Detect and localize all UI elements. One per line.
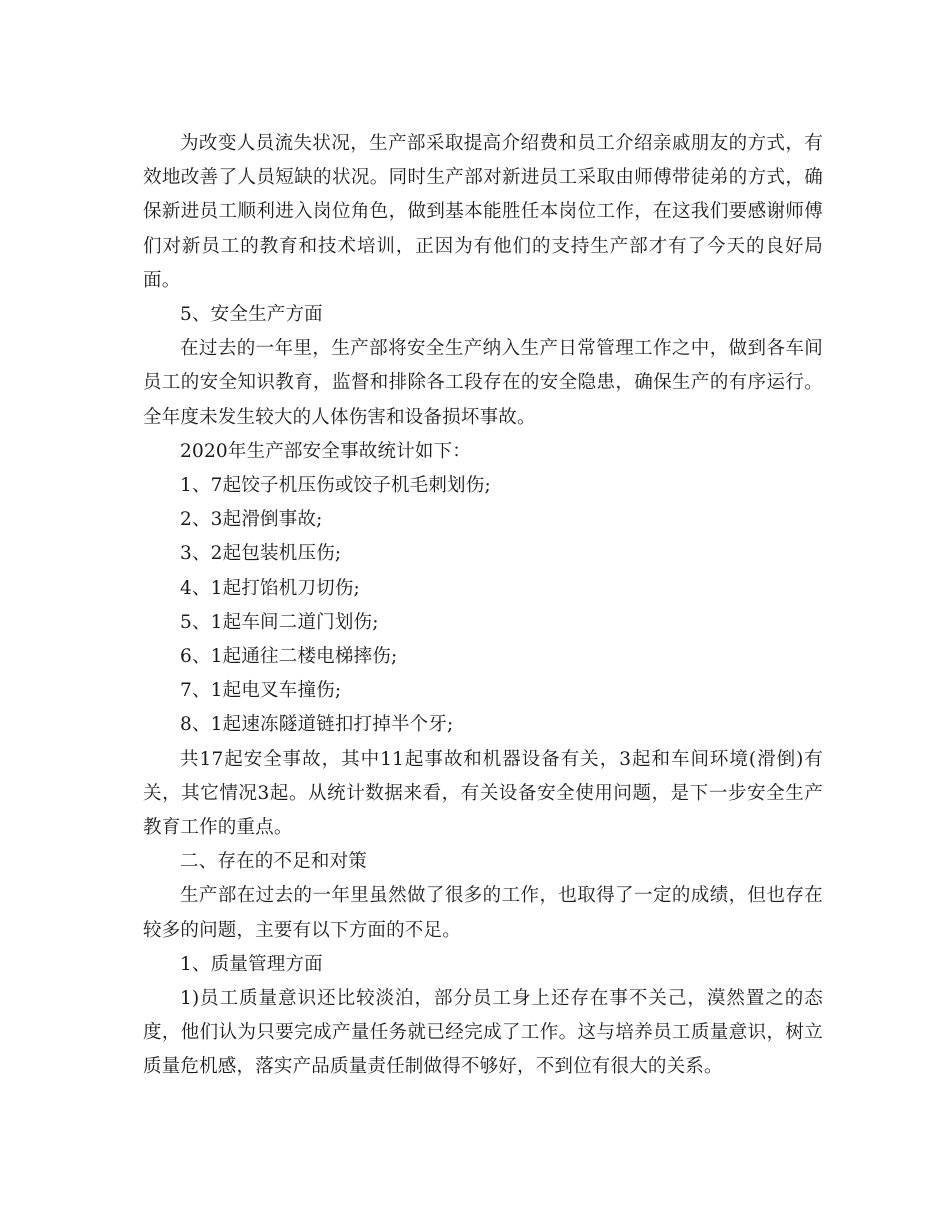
heading-safety-production: 5、安全生产方面: [180, 304, 323, 326]
paragraph-accident-stats-intro: 2020年生产部安全事故统计如下：: [180, 440, 471, 462]
paragraph-quality-awareness: 1)员工质量意识还比较淡泊，部分员工身上还存在事不关己，漠然置之的态度，他们认为只要完成产量任务就已经完成了工作。这与培养员工质量意识，树立质量危机感，落实产品质量责任制做得不够好，不到位有很大的关系。: [143, 988, 823, 1078]
paragraph-staff-retention: 为改变人员流失状况，生产部采取提高介绍费和员工介绍亲戚朋友的方式，有效地改善了人员短缺的状况。同时生产部对新进员工采取由师傅带徒弟的方式，确保新进员工顺利进入岗位角色，做到基本能胜任本岗位工作，在这我们要感谢师傅们对新员工的教育和技术培训，正因为有他们的支持生产部才有了今天的良好局面。: [143, 133, 823, 291]
paragraph-shortcomings-intro: 生产部在过去的一年里虽然做了很多的工作，也取得了一定的成绩，但也存在较多的问题，主要有以下方面的不足。: [143, 885, 823, 941]
heading-quality-management: 1、质量管理方面: [180, 953, 323, 975]
list-item: 1、7起饺子机压伤或饺子机毛刺划伤;: [180, 475, 491, 497]
list-item: 3、2起包装机压伤;: [180, 543, 342, 565]
paragraph-accident-summary: 共17起安全事故，其中11起事故和机器设备有关，3起和车间环境(滑倒)有关，其它情况3起。从统计数据来看，有关设备安全使用问题，是下一步安全生产教育工作的重点。: [143, 748, 823, 839]
list-item: 7、1起电叉车撞伤;: [180, 680, 342, 702]
heading-shortcomings: 二、存在的不足和对策: [180, 851, 368, 873]
list-item: 4、1起打馅机刀切伤;: [180, 577, 360, 599]
list-item: 6、1起通往二楼电梯摔伤;: [180, 646, 398, 668]
document-body: [143, 127, 823, 1085]
paragraph-safety-overview: 在过去的一年里，生产部将安全生产纳入生产日常管理工作之中，做到各车间员工的安全知识教育，监督和排除各工段存在的安全隐患，确保生产的有序运行。全年度未发生较大的人体伤害和设备损坏事故。: [143, 338, 823, 428]
list-item: 8、1起速冻隧道链扣打掉半个牙;: [180, 714, 454, 736]
list-item: 2、3起滑倒事故;: [180, 509, 323, 531]
list-item: 5、1起车间二道门划伤;: [180, 611, 379, 633]
